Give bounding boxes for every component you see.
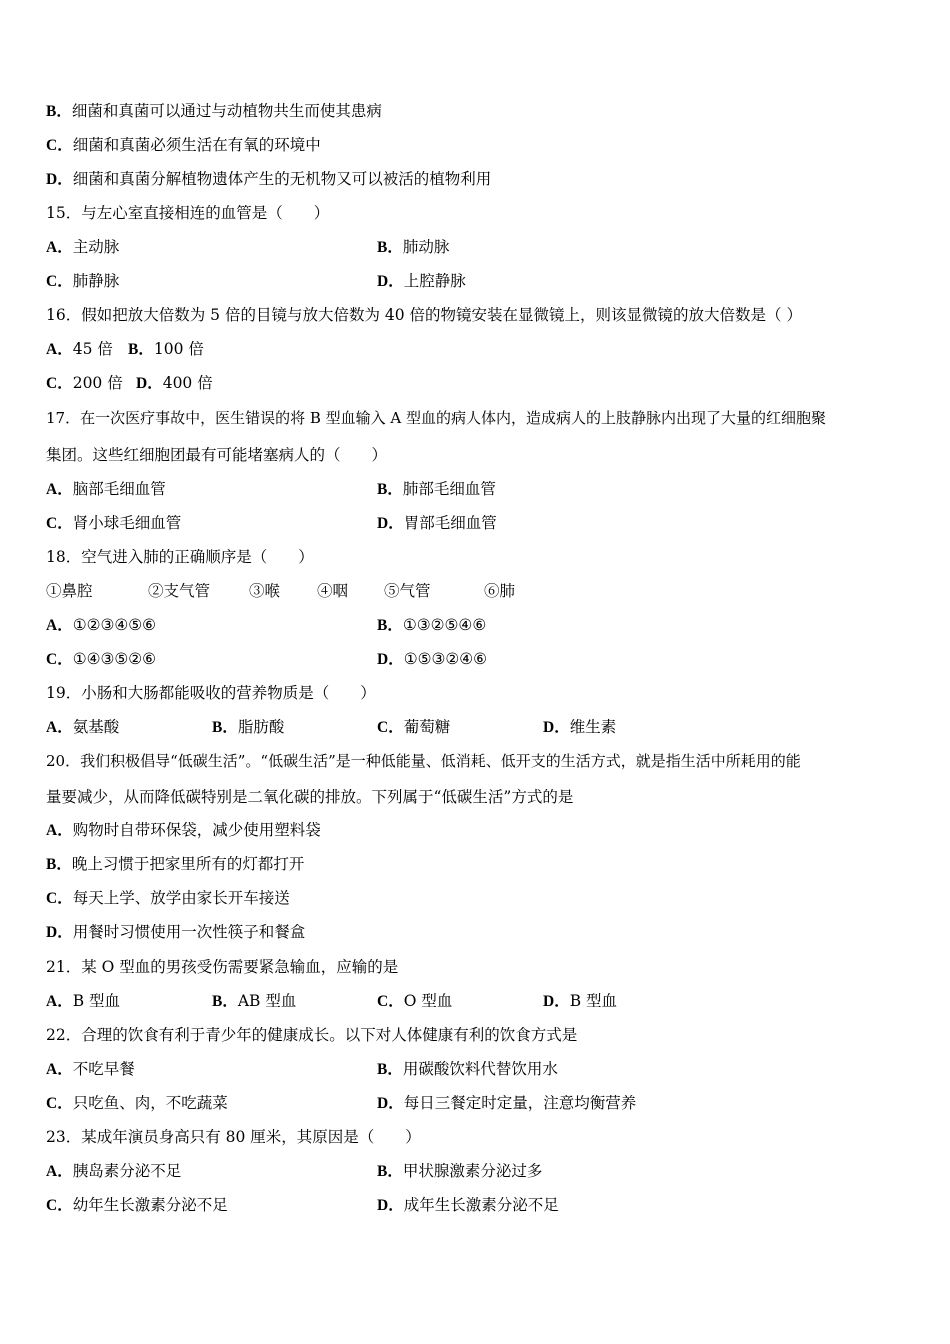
- option-text: 每天上学、放学由家长开车接送: [72, 889, 290, 907]
- q18-item: ④咽: [317, 582, 349, 600]
- q17-option-d: [377, 513, 497, 534]
- option-text: 肺动脉: [402, 238, 450, 256]
- option-label: D．: [377, 651, 404, 668]
- option-text: 用碳酸饮料代替饮用水: [402, 1060, 558, 1078]
- option-text: 400 倍: [162, 374, 213, 392]
- option-label: D．: [543, 993, 570, 1010]
- option-text: 成年生长激素分泌不足: [403, 1196, 559, 1214]
- q23-option-a: [46, 1161, 181, 1182]
- q18-item: ⑤气管: [384, 582, 431, 600]
- q21-option-a: [46, 991, 120, 1012]
- option-text: 主动脉: [72, 238, 120, 256]
- option-text: 细菌和真菌必须生活在有氧的环境中: [72, 136, 321, 154]
- q17-option-b: [377, 479, 496, 500]
- q18-option-d: [377, 649, 487, 670]
- q16-stem: 16．假如把放大倍数为 5 倍的目镜与放大倍数为 40 倍的物镜安装在显微镜上，则该显微镜的放大倍数是（ ）: [46, 306, 802, 324]
- option-text: 细菌和真菌分解植物遗体产生的无机物又可以被活的植物利用: [72, 170, 492, 188]
- option-label: A．: [46, 617, 73, 634]
- option-label: C．: [46, 890, 73, 907]
- option-label: B．: [377, 239, 403, 256]
- q16-option-d: [136, 373, 213, 394]
- option-text: B 型血: [569, 992, 618, 1010]
- option-label: D．: [46, 924, 73, 941]
- q22-stem: 22．合理的饮食有利于青少年的健康成长。以下对人体健康有利的饮食方式是: [46, 1026, 578, 1044]
- q17-stem-line2: 集团。这些红细胞团最有可能堵塞病人的（ ）: [46, 446, 388, 464]
- option-label: C．: [377, 993, 404, 1010]
- q15-option-d: [377, 271, 466, 292]
- q19-option-a: [46, 717, 119, 738]
- option-text: ①③②⑤④⑥: [402, 616, 487, 634]
- option-label: B．: [377, 481, 403, 498]
- option-text: 细菌和真菌可以通过与动植物共生而使其患病: [71, 102, 382, 120]
- option-text: 晚上习惯于把家里所有的灯都打开: [71, 855, 305, 873]
- q20-option-b: [46, 854, 304, 875]
- option-text: O 型血: [403, 992, 453, 1010]
- q19-option-c: [377, 717, 450, 738]
- q15-option-c: [46, 271, 119, 292]
- q22-option-b: [377, 1059, 558, 1080]
- q21-option-b: [212, 991, 296, 1012]
- option-text: 只吃鱼、肉，不吃蔬菜: [72, 1094, 228, 1112]
- q15-option-a: [46, 237, 119, 258]
- option-label: A．: [46, 993, 73, 1010]
- option-text: ①⑤③②④⑥: [403, 650, 488, 668]
- q14-option-d: [46, 169, 491, 190]
- q22-option-c: [46, 1093, 228, 1114]
- q19-option-d: [543, 717, 616, 738]
- option-text: 不吃早餐: [72, 1060, 135, 1078]
- q21-stem: 21．某 O 型血的男孩受伤需要紧急输血，应输的是: [46, 958, 399, 976]
- q16-option-b: [128, 339, 204, 360]
- option-label: A．: [46, 719, 73, 736]
- q18-item: ③喉: [249, 582, 281, 600]
- option-label: C．: [46, 1197, 73, 1214]
- q16-option-a: [46, 339, 113, 360]
- option-text: 200 倍: [72, 374, 123, 392]
- option-text: 葡萄糖: [403, 718, 451, 736]
- option-text: 100 倍: [153, 340, 204, 358]
- q14-option-b: [46, 101, 382, 122]
- option-text: ①④③⑤②⑥: [72, 650, 157, 668]
- option-text: 胃部毛细血管: [403, 514, 497, 532]
- option-label: C．: [46, 651, 73, 668]
- option-label: D．: [377, 515, 404, 532]
- option-label: A．: [46, 1061, 73, 1078]
- option-text: 维生素: [569, 718, 617, 736]
- q14-option-c: [46, 135, 321, 156]
- q15-option-b: [377, 237, 449, 258]
- option-label: A．: [46, 239, 73, 256]
- option-label: D．: [46, 171, 73, 188]
- q17-option-a: [46, 479, 166, 500]
- q18-option-b: [377, 615, 486, 636]
- option-label: B．: [128, 341, 154, 358]
- option-label: B．: [377, 617, 403, 634]
- option-label: D．: [377, 273, 404, 290]
- q20-stem-line2: 量要减少，从而降低碳特别是二氧化碳的排放。下列属于“低碳生活”方式的是: [46, 788, 574, 806]
- q16-option-c: [46, 373, 123, 394]
- option-text: AB 型血: [237, 992, 297, 1010]
- option-label: B．: [212, 719, 238, 736]
- q18-option-c: [46, 649, 156, 670]
- q20-option-d: [46, 922, 305, 943]
- q22-option-d: [377, 1093, 636, 1114]
- option-label: B．: [46, 103, 72, 120]
- q23-option-d: [377, 1195, 559, 1216]
- q23-stem: 23．某成年演员身高只有 80 厘米，其原因是（ ）: [46, 1128, 421, 1146]
- q15-stem: 15．与左心室直接相连的血管是（ ）: [46, 204, 330, 222]
- option-label: A．: [46, 481, 73, 498]
- q19-option-b: [212, 717, 284, 738]
- q17-option-c: [46, 513, 181, 534]
- option-text: 脑部毛细血管: [72, 480, 166, 498]
- option-text: 肾小球毛细血管: [72, 514, 182, 532]
- option-label: C．: [46, 375, 73, 392]
- option-label: B．: [212, 993, 238, 1010]
- option-text: 购物时自带环保袋，减少使用塑料袋: [72, 821, 321, 839]
- option-label: C．: [46, 1095, 73, 1112]
- option-text: 用餐时习惯使用一次性筷子和餐盒: [72, 923, 306, 941]
- option-label: D．: [377, 1095, 404, 1112]
- option-label: D．: [136, 375, 163, 392]
- option-label: A．: [46, 341, 73, 358]
- option-label: A．: [46, 822, 73, 839]
- option-text: 肺静脉: [72, 272, 120, 290]
- q20-stem-line1: 20．我们积极倡导“低碳生活”。“低碳生活”是一种低能量、低消耗、低开支的生活方式，就是指生活中所耗用的能: [46, 752, 801, 770]
- option-label: C．: [377, 719, 404, 736]
- q21-option-d: [543, 991, 617, 1012]
- option-label: D．: [543, 719, 570, 736]
- option-text: 脂肪酸: [237, 718, 285, 736]
- option-text: 每日三餐定时定量，注意均衡营养: [403, 1094, 637, 1112]
- option-label: B．: [377, 1061, 403, 1078]
- option-text: B 型血: [72, 992, 121, 1010]
- q17-stem-line1: 17．在一次医疗事故中，医生错误的将 B 型血输入 A 型血的病人体内，造成病人的上肢静脉内出现了大量的红细胞聚: [46, 409, 827, 427]
- option-text: ①②③④⑤⑥: [72, 616, 157, 634]
- option-text: 胰岛素分泌不足: [72, 1162, 182, 1180]
- q18-item: ⑥肺: [484, 582, 516, 600]
- q22-option-a: [46, 1059, 135, 1080]
- option-text: 氨基酸: [72, 718, 120, 736]
- option-text: 幼年生长激素分泌不足: [72, 1196, 228, 1214]
- option-label: A．: [46, 1163, 73, 1180]
- option-text: 45 倍: [72, 340, 113, 358]
- option-label: C．: [46, 515, 73, 532]
- option-label: C．: [46, 273, 73, 290]
- q23-option-b: [377, 1161, 542, 1182]
- option-label: C．: [46, 137, 73, 154]
- option-label: B．: [46, 856, 72, 873]
- option-label: D．: [377, 1197, 404, 1214]
- option-text: 上腔静脉: [403, 272, 466, 290]
- q23-option-c: [46, 1195, 228, 1216]
- q20-option-c: [46, 888, 290, 909]
- q18-item: ①鼻腔: [46, 582, 93, 600]
- option-text: 甲状腺激素分泌过多: [402, 1162, 543, 1180]
- q20-option-a: [46, 820, 321, 841]
- q18-item: ②支气管: [148, 582, 211, 600]
- q18-stem: 18．空气进入肺的正确顺序是（ ）: [46, 548, 314, 566]
- option-text: 肺部毛细血管: [402, 480, 496, 498]
- option-label: B．: [377, 1163, 403, 1180]
- q18-option-a: [46, 615, 156, 636]
- q19-stem: 19．小肠和大肠都能吸收的营养物质是（ ）: [46, 684, 376, 702]
- q21-option-c: [377, 991, 452, 1012]
